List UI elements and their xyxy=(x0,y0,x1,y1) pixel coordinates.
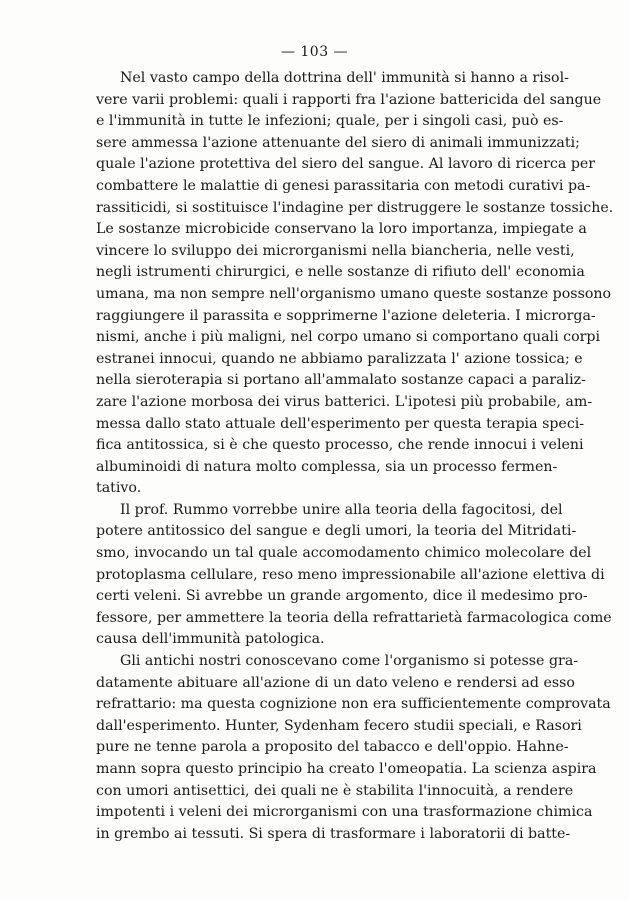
text-line: quale l'azione protettiva del siero del sangue. Al lavoro di ricerca per xyxy=(96,156,596,173)
text-line: Il prof. Rummo vorrebbe unire alla teoria della fagocitosi, del xyxy=(120,501,563,518)
text-line: messa dallo stato attuale dell'esperimento per questa terapia speci- xyxy=(96,415,585,432)
text-line: rassiticidi, si sostituisce l'indagine per distruggere le sostanze tossiche. xyxy=(96,199,614,216)
text-line: Gli antichi nostri conoscevano come l'organismo si potesse gra- xyxy=(120,653,579,670)
text-line: nella sieroterapia si portano all'ammalato sostanze capaci a paraliz- xyxy=(96,372,586,389)
text-line: sere ammessa l'azione attenuante del siero di animali immunizzati; xyxy=(96,134,580,151)
text-line: umana, ma non sempre nell'organismo umano queste sostanze possono xyxy=(96,285,612,302)
text-line: protoplasma cellulare, reso meno impressionabile all'azione elettiva di xyxy=(96,566,605,583)
text-line: in grembo ai tessuti. Si spera di trasformare i laboratorii di batte- xyxy=(96,825,571,842)
text-line: potere antitossico del sangue e degli umori, la teoria del Mitridati- xyxy=(96,523,577,540)
text-line: combattere le malattie di genesi parassitaria con metodi curativi pa- xyxy=(96,177,591,194)
text-line: smo, invocando un tal quale accomodamento chimico molecolare del xyxy=(96,545,592,562)
body-text xyxy=(96,68,614,845)
text-line: Le sostanze microbicide conservano la loro importanza, impiegate a xyxy=(96,221,587,238)
text-line: fessore, per ammettere la teoria della refrattarietà farmacologica come xyxy=(96,609,612,626)
text-line: con umori antisettici, dei quali ne è stabilita l'innocuità, a rendere xyxy=(96,782,574,799)
text-line: zare l'azione morbosa dei virus batterici. L'ipotesi più probabile, am- xyxy=(96,393,593,410)
text-line: e l'immunità in tutte le infezioni; quale, per i singoli casi, può es- xyxy=(96,113,564,130)
text-line: certi veleni. Si avrebbe un grande argomento, dice il medesimo pro- xyxy=(96,588,588,605)
text-line: Nel vasto campo della dottrina dell' immunità si hanno a risol- xyxy=(120,70,569,86)
text-line: vere varii problemi: quali i rapporti fra l'azione battericida del sangue xyxy=(96,91,602,108)
text-line: raggiungere il parassita e sopprimerne l'azione deleteria. I microrga- xyxy=(96,307,596,324)
text-line: refrattario: ma questa cognizione non era sufficientemente comprovata xyxy=(96,696,611,713)
text-line: vincere lo sviluppo dei microrganismi nella biancheria, nelle vesti, xyxy=(96,242,575,259)
text-line: causa dell'immunità patologica. xyxy=(96,631,325,648)
text-line: pure ne tenne parola a proposito del tabacco e dell'oppio. Hahne- xyxy=(96,739,569,756)
text-line: nismi, anche i più maligni, nel corpo umano si comportano quali corpi xyxy=(96,329,601,346)
text-line: tativo. xyxy=(96,480,142,497)
text-line: datamente abituare all'azione di un dato veleno e rendersi ad esso xyxy=(96,674,575,691)
text-line: impotenti i veleni dei microrganismi con una trasformazione chimica xyxy=(96,804,593,821)
text-line: mann sopra questo principio ha creato l'omeopatia. La scienza aspira xyxy=(96,761,597,777)
text-line: estranei innocui, quando ne abbiamo paralizzata l' azione tossica; e xyxy=(96,350,583,367)
text-line: albuminoidi di natura molto complessa, sia un processo fermen- xyxy=(96,458,558,475)
text-line: fica antitossica, si è che questo processo, che rende innocui i veleni xyxy=(96,437,584,454)
page-number: — 103 — xyxy=(280,44,349,60)
text-line: negli istrumenti chirurgici, e nelle sostanze di rifiuto dell' economia xyxy=(96,264,585,281)
text-line: dall'esperimento. Hunter, Sydenham fecero studii speciali, e Rasori xyxy=(96,717,582,734)
